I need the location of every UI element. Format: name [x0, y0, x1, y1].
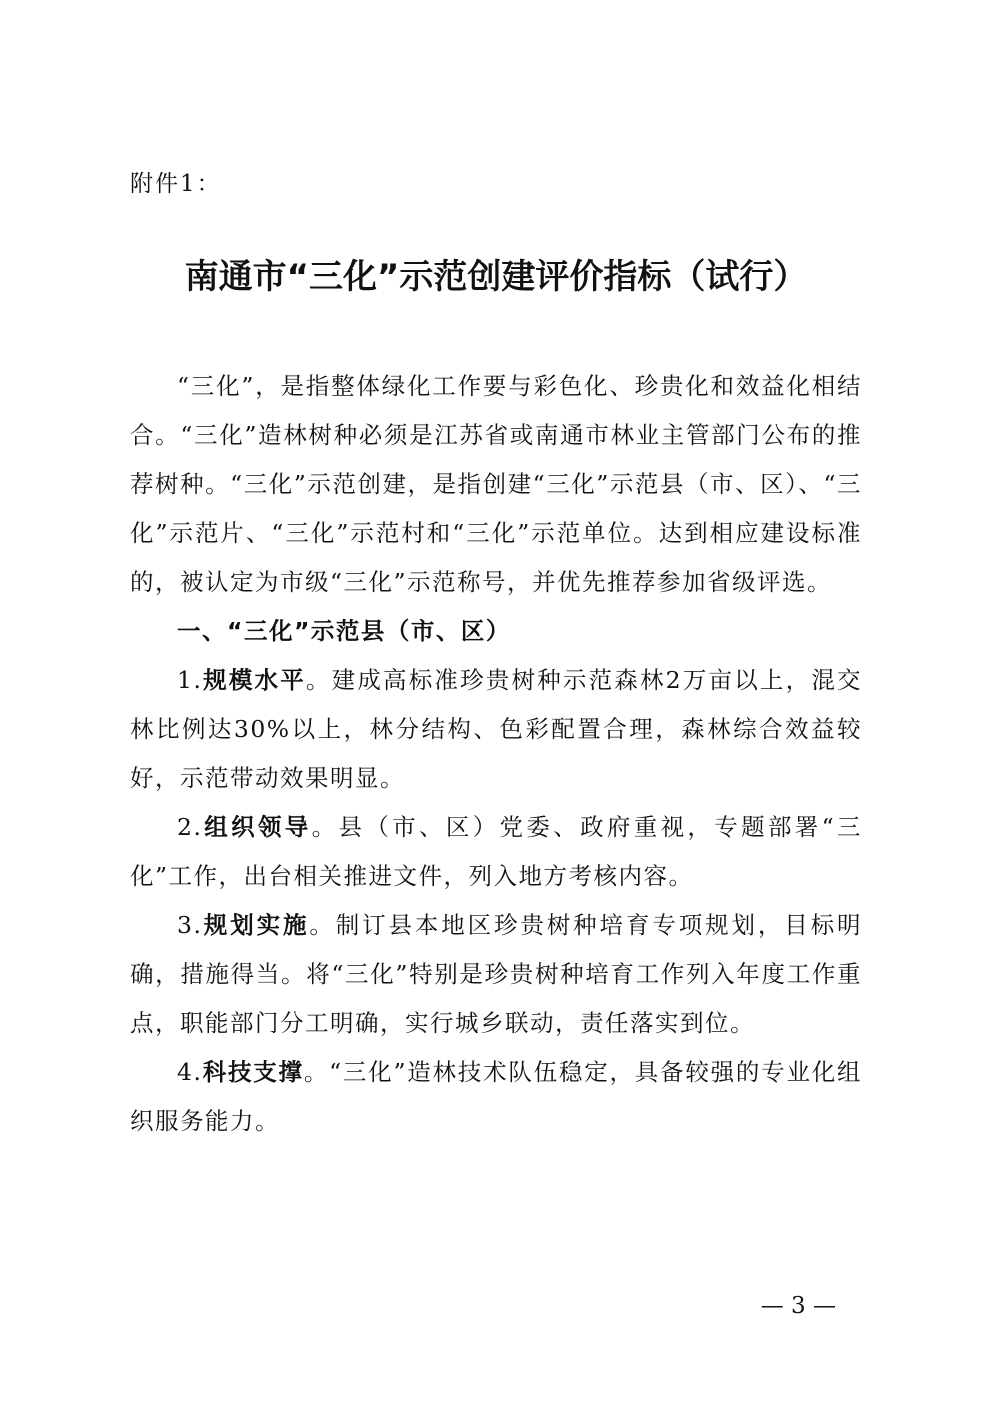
item-keyword: 规模水平: [202, 666, 306, 694]
item-text: 。县（市、区）党委、政府重视，专题部署“三化”工作，出台相关推进文件，列入地方考核内容。: [130, 813, 863, 890]
item-paragraph-4: [130, 1048, 862, 1146]
item-number: 2.: [177, 813, 203, 841]
item-keyword: 科技支撑: [202, 1058, 304, 1086]
item-number: 4.: [177, 1058, 203, 1086]
section-heading: 一、“三化”示范县（市、区）: [177, 617, 511, 645]
item-text: 。建成高标准珍贵树种示范森林2万亩以上，混交林比例达30%以上，林分结构、色彩配置合理，森林综合效益较好，示范带动效果明显。: [130, 666, 863, 792]
item-paragraph-2: [130, 803, 862, 901]
page-number: — 3 —: [760, 1293, 836, 1319]
document-body: [130, 362, 862, 1146]
item-text: 。制订县本地区珍贵树种培育专项规划，目标明确，措施得当。将“三化”特别是珍贵树种培育工作列入年度工作重点，职能部门分工明确，实行城乡联动，责任落实到位。: [130, 911, 863, 1037]
item-keyword: 组织领导: [202, 813, 312, 841]
intro-paragraph: “三化”，是指整体绿化工作要与彩色化、珍贵化和效益化相结合。“三化”造林树种必须是江苏省或南通市林业主管部门公布的推荐树种。“三化”示范创建，是指创建“三化”示范县（市、区）、“三化”示范片、“三化”示范村和“三化”示范单位。达到相应建设标准的，被认定为市级“三化”示范称号，并优先推荐参加省级评选。: [130, 372, 862, 596]
item-number: 1.: [177, 666, 203, 694]
attachment-label: 附件1：: [130, 171, 222, 197]
item-number: 3.: [177, 911, 203, 939]
item-text: 。“三化”造林技术队伍稳定，具备较强的专业化组织服务能力。: [130, 1058, 863, 1135]
item-paragraph-1: [130, 656, 862, 803]
document-title: 南通市“三化”示范创建评价指标（试行）: [184, 257, 808, 297]
item-paragraph-3: [130, 901, 862, 1048]
item-keyword: 规划实施: [202, 911, 310, 939]
